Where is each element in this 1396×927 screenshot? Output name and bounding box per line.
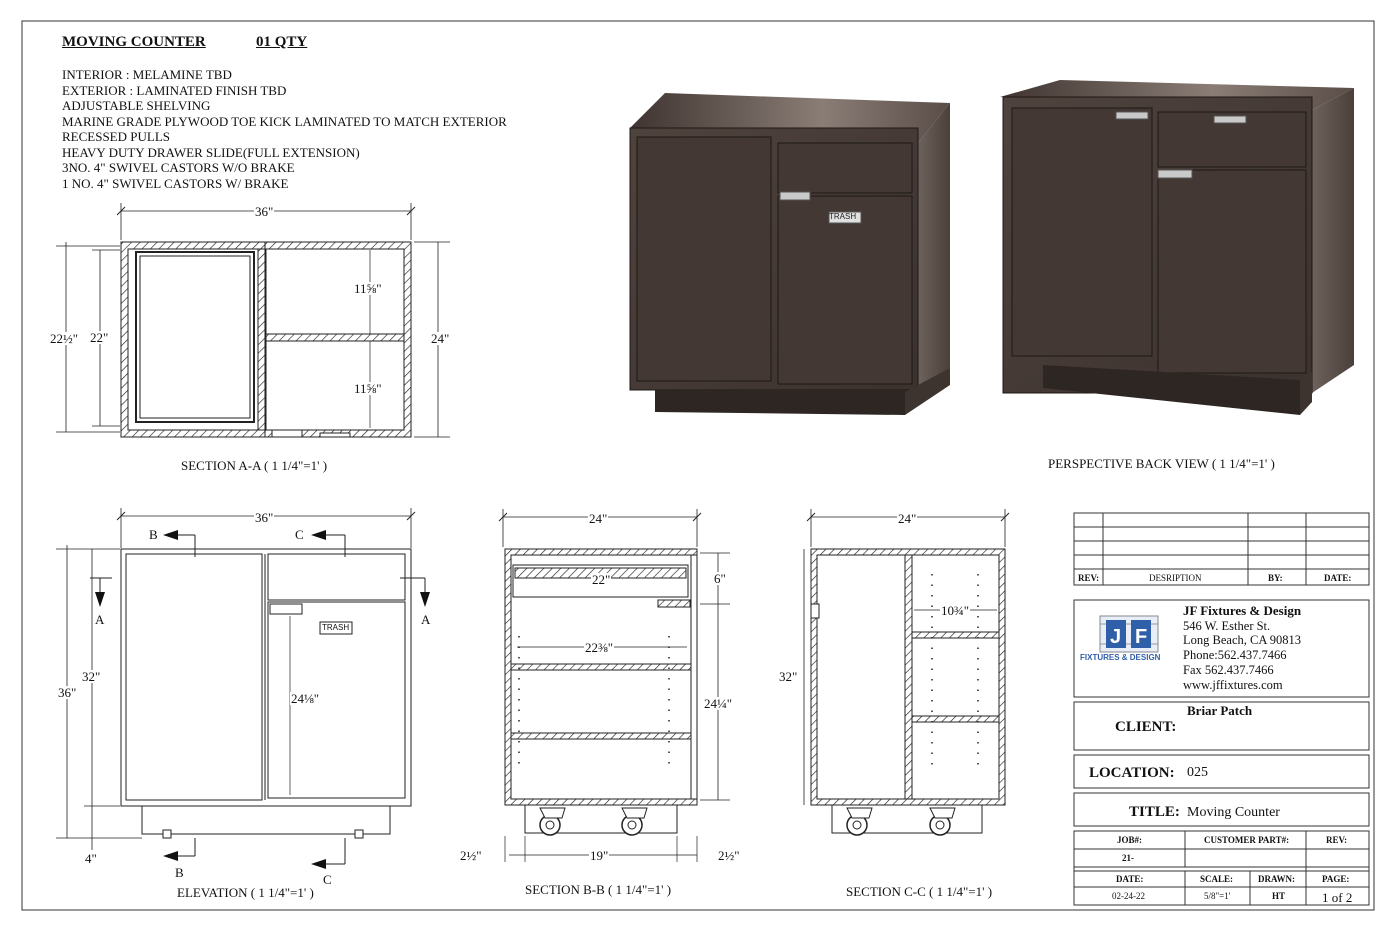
dim-aa-s2: 11⅝": [354, 381, 382, 396]
spec-line: ADJUSTABLE SHELVING: [62, 98, 211, 113]
client-label: CLIENT:: [1115, 719, 1177, 735]
spec-list: [62, 67, 507, 191]
dim-bb-height: 24¼": [704, 696, 733, 711]
caption-elevation: ELEVATION ( 1 1/4"=1' ): [177, 885, 314, 900]
title-value: Moving Counter: [1187, 805, 1280, 820]
company-logo: [1100, 616, 1158, 652]
section-cc-drawing: [804, 509, 1009, 835]
spec-line: 3NO. 4" SWIVEL CASTORS W/O BRAKE: [62, 160, 295, 175]
page-value: 1 of 2: [1322, 890, 1353, 905]
rev-header-rev: REV:: [1078, 573, 1100, 583]
company-address2: Long Beach, CA 90813: [1183, 633, 1302, 647]
dim-bb-castor: 19": [590, 848, 609, 863]
company-name: JF Fixtures & Design: [1183, 603, 1302, 618]
location-label: LOCATION:: [1089, 765, 1175, 781]
rev-label: REV:: [1326, 835, 1348, 845]
dim-aa-h3: 24": [431, 331, 450, 346]
section-bb-drawing: [499, 509, 730, 862]
dim-bb-shelf: 22⅜": [585, 640, 614, 655]
caption-section-bb: SECTION B-B ( 1 1/4"=1' ): [525, 882, 672, 897]
spec-line: HEAVY DUTY DRAWER SLIDE(FULL EXTENSION): [62, 144, 360, 160]
job-value: 21-: [1122, 853, 1134, 863]
scale-value: 5/8"=1': [1204, 891, 1231, 901]
customer-part-label: CUSTOMER PART#:: [1204, 835, 1290, 845]
company-phone: Phone:562.437.7466: [1183, 648, 1287, 662]
spec-line: RECESSED PULLS: [62, 129, 170, 144]
drawn-value: HT: [1272, 891, 1286, 901]
section-marker-b-bottom: B: [175, 865, 184, 880]
dim-cc-width: 24": [898, 511, 917, 526]
dim-aa-width: 36": [255, 204, 274, 219]
dim-cc-height: 32": [779, 669, 798, 684]
trash-label-perspective: TRASH: [829, 212, 857, 221]
spec-line: EXTERIOR : LAMINATED FINISH TBD: [62, 82, 287, 98]
caption-section-cc: SECTION C-C ( 1 1/4"=1' ): [846, 884, 993, 899]
caption-perspective: PERSPECTIVE BACK VIEW ( 1 1/4"=1' ): [1048, 456, 1275, 471]
spec-line: INTERIOR : MELAMINE TBD: [62, 67, 232, 82]
job-label: JOB#:: [1117, 835, 1143, 845]
spec-line: 1 NO. 4" SWIVEL CASTORS W/ BRAKE: [62, 175, 289, 191]
drawing-qty: 01 QTY: [256, 34, 308, 50]
drawn-label: DRAWN:: [1258, 874, 1295, 884]
spec-line: MARINE GRADE PLYWOOD TOE KICK LAMINATED TO MATCH EXTERIOR: [62, 113, 507, 129]
dim-el-h2: 36": [58, 685, 77, 700]
perspective-view-front: [630, 93, 950, 415]
dim-aa-s1: 11⅝": [354, 281, 382, 296]
rev-header-description: DESRIPTION: [1149, 573, 1202, 583]
svg-text:F: F: [1135, 626, 1148, 648]
scale-label: SCALE:: [1200, 874, 1234, 884]
page-label: PAGE:: [1322, 874, 1350, 884]
caption-section-aa: SECTION A-A ( 1 1/4"=1' ): [181, 458, 328, 473]
dim-el-h1: 32": [82, 669, 101, 684]
logo-tagline: FIXTURES & DESIGN: [1080, 653, 1161, 662]
dim-bb-width: 24": [589, 511, 608, 526]
dim-bb-right: 2½": [718, 848, 740, 863]
section-marker-b-top: B: [149, 527, 158, 542]
trash-label-elevation: TRASH: [322, 623, 350, 632]
section-marker-c-bottom: C: [323, 872, 332, 887]
section-aa-drawing: [56, 203, 450, 437]
perspective-view-back: [1000, 80, 1354, 415]
client-value: Briar Patch: [1187, 703, 1253, 718]
elevation-drawing: [56, 508, 430, 869]
date-value: 02-24-22: [1112, 891, 1145, 901]
svg-text:J: J: [1110, 626, 1122, 648]
section-marker-a-right: A: [421, 612, 431, 627]
dim-el-kick: 4": [85, 851, 97, 866]
section-marker-c-top: C: [295, 527, 304, 542]
company-fax: Fax 562.437.7466: [1183, 663, 1274, 677]
company-website: www.jffixtures.com: [1183, 678, 1283, 692]
date-label: DATE:: [1116, 874, 1144, 884]
dim-bb-top: 6": [714, 571, 726, 586]
dim-bb-left: 2½": [460, 848, 482, 863]
dim-aa-h1: 22½": [50, 331, 79, 346]
dim-el-door: 24⅛": [291, 691, 320, 706]
dim-bb-drawer: 22": [592, 572, 611, 587]
drawing-title: MOVING COUNTER: [62, 34, 206, 50]
rev-header-date: DATE:: [1324, 573, 1352, 583]
section-marker-a-left: A: [95, 612, 105, 627]
dim-aa-h2: 22": [90, 330, 109, 345]
dim-cc-shelf: 10¾": [941, 603, 970, 618]
company-address1: 546 W. Esther St.: [1183, 619, 1271, 633]
title-label: TITLE:: [1129, 804, 1180, 820]
location-value: 025: [1187, 765, 1208, 780]
dim-el-width: 36": [255, 510, 274, 525]
rev-header-by: BY:: [1268, 573, 1283, 583]
